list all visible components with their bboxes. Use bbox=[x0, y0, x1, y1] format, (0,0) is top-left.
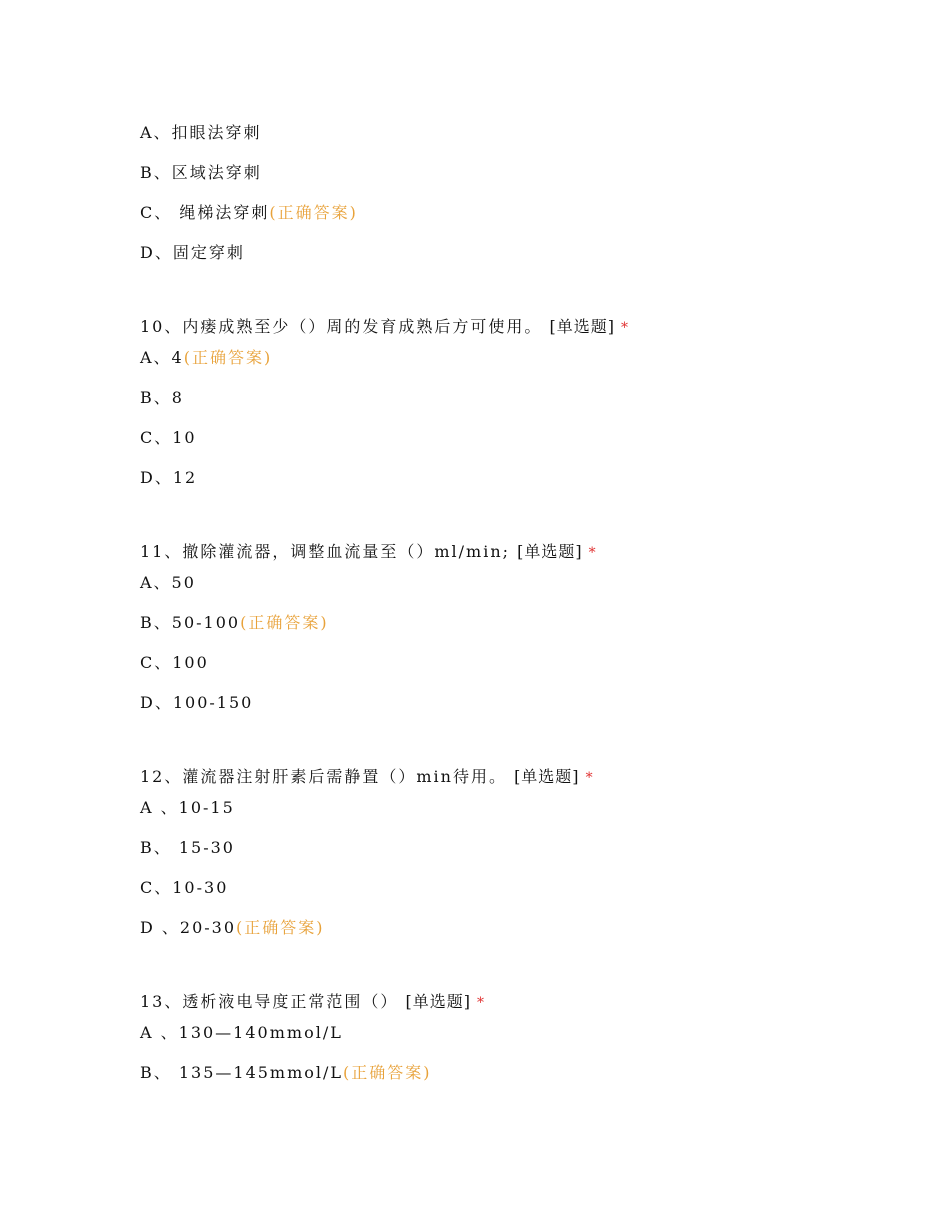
option-q11-a bbox=[140, 573, 196, 593]
correct-answer-mark: (正确答案) bbox=[343, 1063, 432, 1082]
question-type: [单选题] bbox=[514, 767, 580, 786]
correct-answer-mark: (正确答案) bbox=[236, 918, 325, 937]
option-q11-c bbox=[140, 653, 209, 673]
option-label: B、50-100 bbox=[140, 613, 241, 632]
question-type: [单选题] bbox=[405, 992, 471, 1011]
option-label: C、 绳梯法穿刺 bbox=[140, 203, 270, 222]
option-label: D、固定穿刺 bbox=[140, 243, 245, 262]
correct-answer-mark: (正确答案) bbox=[269, 203, 358, 222]
option-label: A 、130—140mmol/L bbox=[140, 1023, 343, 1042]
option-q13-a bbox=[140, 1023, 343, 1043]
option-label: D、100-150 bbox=[140, 693, 254, 712]
option-q13-b bbox=[140, 1063, 432, 1083]
question-12 bbox=[140, 767, 595, 788]
option-q12-d bbox=[140, 918, 325, 938]
question-type: [单选题] bbox=[549, 317, 615, 336]
option-label: A、50 bbox=[140, 573, 196, 592]
required-mark: * bbox=[620, 320, 630, 336]
question-13 bbox=[140, 992, 486, 1013]
option-q9-a bbox=[140, 123, 262, 143]
option-label: D、12 bbox=[140, 468, 198, 487]
question-10 bbox=[140, 317, 630, 338]
question-text: 11、撤除灌流器，调整血流量至（）ml/min; bbox=[140, 542, 511, 561]
option-label: C、100 bbox=[140, 653, 209, 672]
correct-answer-mark: (正确答案) bbox=[240, 613, 329, 632]
option-q11-d bbox=[140, 693, 253, 713]
option-q11-b bbox=[140, 613, 329, 633]
option-label: B、8 bbox=[140, 388, 184, 407]
option-label: C、10-30 bbox=[140, 878, 229, 897]
option-label: B、 135—145mmol/L bbox=[140, 1063, 344, 1082]
option-q9-c bbox=[140, 203, 358, 223]
option-q10-c bbox=[140, 428, 197, 448]
required-mark: * bbox=[585, 770, 595, 786]
option-label: A、4 bbox=[140, 348, 184, 367]
option-label: C、10 bbox=[140, 428, 197, 447]
option-q10-a bbox=[140, 348, 272, 368]
option-q9-d bbox=[140, 243, 245, 263]
required-mark: * bbox=[588, 545, 598, 561]
option-q10-d bbox=[140, 468, 197, 488]
option-q10-b bbox=[140, 388, 184, 408]
question-11 bbox=[140, 542, 598, 563]
question-text: 12、灌流器注射肝素后需静置（）min待用。 bbox=[140, 767, 507, 786]
option-label: D 、20-30 bbox=[140, 918, 237, 937]
required-mark: * bbox=[476, 995, 486, 1011]
option-label: B、区域法穿刺 bbox=[140, 163, 262, 182]
option-label: B、 15-30 bbox=[140, 838, 235, 857]
option-q12-a bbox=[140, 798, 235, 818]
option-q9-b bbox=[140, 163, 262, 183]
question-text: 10、内瘘成熟至少（）周的发育成熟后方可使用。 bbox=[140, 317, 543, 336]
option-label: A 、10-15 bbox=[140, 798, 235, 817]
option-q12-b bbox=[140, 838, 235, 858]
option-label: A、扣眼法穿刺 bbox=[140, 123, 262, 142]
question-text: 13、透析液电导度正常范围（） bbox=[140, 992, 399, 1011]
option-q12-c bbox=[140, 878, 228, 898]
question-type: [单选题] bbox=[517, 542, 583, 561]
correct-answer-mark: (正确答案) bbox=[183, 348, 273, 367]
